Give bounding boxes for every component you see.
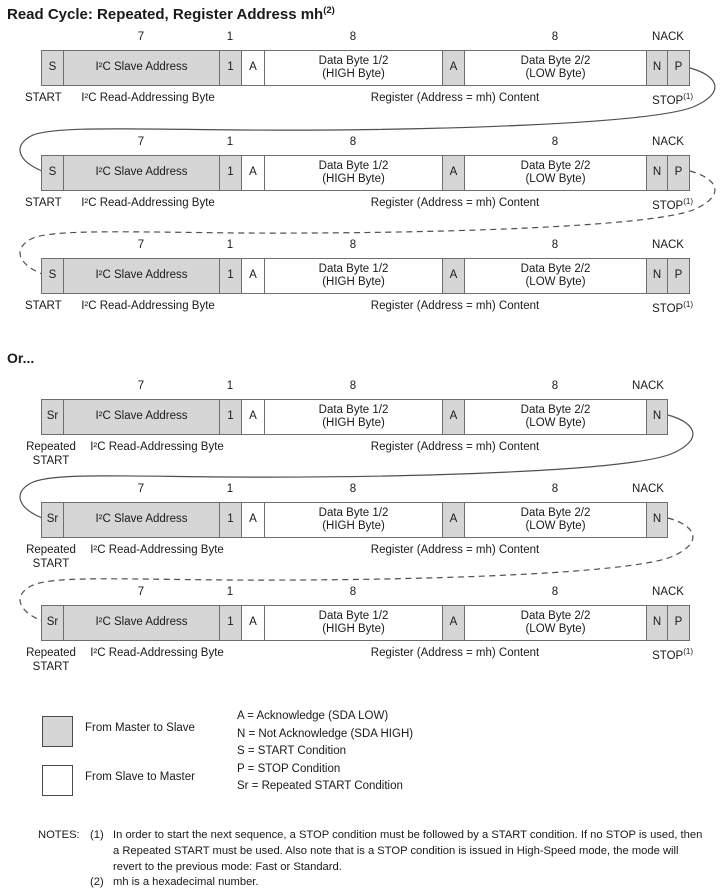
- stop-label: [652, 197, 693, 212]
- data-byte-line: Data Byte 2/2: [520, 609, 591, 622]
- cell-text: A: [249, 61, 257, 74]
- slave-address-cell: [63, 502, 220, 538]
- cell-text: A: [249, 166, 257, 179]
- bit-count-data1: 8: [349, 380, 357, 392]
- repeated-start-line1: Repeated: [26, 544, 76, 556]
- data-byte-line: Data Byte 2/2: [520, 506, 591, 519]
- data-byte-high-cell: [264, 258, 443, 294]
- nack-cell: [646, 502, 668, 538]
- data-byte-low-cell: [464, 605, 647, 641]
- start-condition-cell: [41, 502, 64, 538]
- legend-def-ack: A = Acknowledge (SDA LOW): [237, 710, 389, 722]
- stop-label: [652, 92, 693, 107]
- rw-bit-cell: [219, 258, 242, 294]
- nack-bit-label: NACK: [652, 586, 684, 598]
- repeated-start-line2: START: [32, 454, 70, 467]
- ack-cell: [442, 502, 465, 538]
- start-condition-cell: [41, 258, 64, 294]
- bit-count-data2: 8: [551, 586, 559, 598]
- start-condition-text: Sr: [46, 410, 59, 423]
- note-1: [38, 828, 705, 875]
- data-byte-line: (HIGH Byte): [322, 417, 385, 429]
- nack-bit-label: NACK: [652, 136, 684, 148]
- cell-text: P: [674, 269, 683, 282]
- data-byte-line: (LOW Byte): [525, 276, 586, 288]
- addressing-byte-label: I²C Read-Addressing Byte: [90, 544, 224, 556]
- nack-cell: [646, 605, 668, 641]
- start-label: START: [25, 300, 62, 312]
- page-title-footnote-ref: (2): [323, 5, 335, 16]
- register-content-label: Register (Address = mh) Content: [370, 197, 540, 209]
- register-content-label: Register (Address = mh) Content: [370, 647, 540, 659]
- legend-definitions: [237, 708, 413, 796]
- i2c-frame-row: [25, 31, 693, 107]
- start-condition-cell: [41, 605, 64, 641]
- cell-text: I²C Slave Address: [95, 269, 188, 282]
- cell-text: 1: [227, 410, 234, 423]
- note-2: [38, 875, 705, 891]
- or-label: Or...: [7, 350, 35, 366]
- bit-count-data1: 8: [349, 483, 357, 495]
- cell-text: A: [249, 513, 257, 526]
- ack-cell: [442, 155, 465, 191]
- stop-condition-cell: [667, 258, 690, 294]
- repeated-start-label: [20, 544, 82, 571]
- stop-label-text: STOP: [652, 649, 684, 662]
- bit-count-data2: 8: [551, 380, 559, 392]
- bit-count-data1: 8: [349, 31, 357, 43]
- cell-text: N: [652, 513, 662, 526]
- ack-cell: [241, 155, 265, 191]
- data-byte-line: (LOW Byte): [525, 173, 586, 185]
- data-byte-high-cell: [264, 155, 443, 191]
- bit-count-rw: 1: [226, 380, 234, 392]
- start-condition-cell: [41, 155, 64, 191]
- legend-master-swatch: [42, 716, 73, 747]
- bit-count-data2: 8: [551, 31, 559, 43]
- slave-address-cell: [63, 399, 220, 435]
- cell-text: P: [674, 61, 683, 74]
- slave-address-cell: [63, 258, 220, 294]
- data-byte-line: Data Byte 2/2: [520, 159, 591, 172]
- legend-def-start: S = START Condition: [237, 745, 346, 758]
- cell-text: I²C Slave Address: [95, 513, 188, 526]
- bit-count-addr: 7: [137, 136, 145, 148]
- cell-text: I²C Slave Address: [95, 166, 188, 179]
- data-byte-line: (HIGH Byte): [322, 68, 385, 80]
- start-condition-cell: [41, 399, 64, 435]
- nack-cell: [646, 399, 668, 435]
- cell-text: A: [249, 410, 257, 423]
- nack-bit-label: NACK: [632, 483, 664, 495]
- nack-bit-label: NACK: [632, 380, 664, 392]
- cell-text: A: [449, 269, 458, 282]
- slave-address-cell: [63, 605, 220, 641]
- notes-label: NOTES:: [38, 829, 80, 841]
- data-byte-high-cell: [264, 605, 443, 641]
- data-byte-high-cell: [264, 399, 443, 435]
- cell-text: N: [652, 61, 662, 74]
- stop-label-footnote-ref: (1): [683, 300, 693, 309]
- cell-text: A: [449, 616, 458, 629]
- start-condition-text: S: [48, 166, 57, 179]
- cell-text: 1: [227, 616, 234, 629]
- start-label: START: [25, 92, 62, 104]
- addressing-byte-label: I²C Read-Addressing Byte: [90, 441, 224, 453]
- data-byte-line: Data Byte 1/2: [318, 159, 389, 172]
- legend-slave-label: From Slave to Master: [85, 771, 195, 783]
- bit-count-addr: 7: [137, 31, 145, 43]
- notes: [38, 828, 705, 891]
- ack-cell: [442, 399, 465, 435]
- repeated-start-line1: Repeated: [26, 441, 76, 453]
- cell-text: 1: [227, 166, 234, 179]
- ack-cell: [442, 605, 465, 641]
- cell-text: N: [652, 166, 662, 179]
- start-label: START: [25, 197, 62, 209]
- data-byte-line: Data Byte 2/2: [520, 262, 591, 275]
- repeated-start-line1: Repeated: [26, 647, 76, 659]
- cell-text: P: [674, 616, 683, 629]
- note-2-number: (2): [90, 876, 104, 889]
- nack-cell: [646, 50, 668, 86]
- register-content-label: Register (Address = mh) Content: [370, 544, 540, 556]
- legend-slave-swatch: [42, 765, 73, 796]
- page-title-text: Read Cycle: Repeated, Register Address mh: [7, 6, 324, 23]
- start-condition-text: Sr: [46, 616, 59, 629]
- data-byte-line: Data Byte 2/2: [520, 54, 591, 67]
- cell-text: I²C Slave Address: [95, 410, 188, 423]
- data-byte-high-cell: [264, 502, 443, 538]
- addressing-byte-label: I²C Read-Addressing Byte: [81, 300, 215, 312]
- bit-count-data2: 8: [551, 136, 559, 148]
- i2c-frame-row: [26, 586, 693, 673]
- stop-label-text: STOP: [652, 302, 684, 315]
- cell-text: 1: [227, 61, 234, 74]
- legend-master-label: From Master to Slave: [85, 722, 195, 734]
- register-content-label: Register (Address = mh) Content: [370, 92, 540, 104]
- ack-cell: [241, 399, 265, 435]
- cell-text: A: [249, 269, 257, 282]
- repeated-start-label: [20, 441, 82, 468]
- data-byte-line: Data Byte 2/2: [520, 403, 591, 416]
- nack-cell: [646, 258, 668, 294]
- data-byte-low-cell: [464, 258, 647, 294]
- bit-count-data1: 8: [349, 239, 357, 251]
- data-byte-line: (HIGH Byte): [322, 173, 385, 185]
- i2c-frame-row: [26, 380, 690, 467]
- addressing-byte-label: I²C Read-Addressing Byte: [81, 92, 215, 104]
- data-byte-line: Data Byte 1/2: [318, 506, 389, 519]
- note-1-text: In order to start the next sequence, a STOP condition must be followed by a START condition. If no STOP is used, then a Repeated START must be used. Also note that is a STOP condition is issued in High-Speed mode, the mode will revert to the previous mode: Fast or Standard.: [113, 829, 703, 873]
- data-byte-line: (LOW Byte): [525, 417, 586, 429]
- nack-bit-label: NACK: [652, 31, 684, 43]
- cell-text: I²C Slave Address: [95, 61, 188, 74]
- cell-text: 1: [227, 269, 234, 282]
- start-condition-text: S: [48, 269, 57, 282]
- ack-cell: [241, 605, 265, 641]
- bit-count-rw: 1: [226, 483, 234, 495]
- data-byte-line: (LOW Byte): [525, 520, 586, 532]
- cell-text: A: [249, 616, 257, 629]
- cell-text: A: [449, 513, 458, 526]
- ack-cell: [442, 258, 465, 294]
- data-byte-line: Data Byte 1/2: [318, 403, 389, 416]
- repeated-start-line2: START: [32, 660, 70, 673]
- rw-bit-cell: [219, 155, 242, 191]
- data-byte-low-cell: [464, 155, 647, 191]
- bit-count-data1: 8: [349, 586, 357, 598]
- bit-count-rw: 1: [226, 136, 234, 148]
- data-byte-line: (LOW Byte): [525, 68, 586, 80]
- cell-text: A: [449, 410, 458, 423]
- cell-text: N: [652, 616, 662, 629]
- repeated-start-line2: START: [32, 557, 70, 570]
- cell-text: N: [652, 269, 662, 282]
- bit-count-addr: 7: [137, 483, 145, 495]
- register-content-label: Register (Address = mh) Content: [370, 441, 540, 453]
- data-byte-line: (HIGH Byte): [322, 623, 385, 635]
- legend-def-nack: N = Not Acknowledge (SDA HIGH): [237, 727, 414, 740]
- data-byte-line: (HIGH Byte): [322, 520, 385, 532]
- bit-count-rw: 1: [226, 31, 234, 43]
- cell-text: A: [449, 166, 458, 179]
- rw-bit-cell: [219, 399, 242, 435]
- i2c-frame-row: [25, 239, 693, 315]
- addressing-byte-label: I²C Read-Addressing Byte: [81, 197, 215, 209]
- cell-text: I²C Slave Address: [95, 616, 188, 629]
- bit-count-data2: 8: [551, 239, 559, 251]
- ack-cell: [442, 50, 465, 86]
- bit-count-addr: 7: [137, 586, 145, 598]
- legend-def-stop: P = STOP Condition: [237, 762, 341, 775]
- bit-count-data1: 8: [349, 136, 357, 148]
- stop-label: [652, 300, 693, 315]
- note-1-number: (1): [90, 829, 104, 841]
- cell-text: A: [449, 61, 458, 74]
- stop-label-footnote-ref: (1): [683, 92, 693, 101]
- rw-bit-cell: [219, 605, 242, 641]
- bit-count-rw: 1: [226, 586, 234, 598]
- stop-condition-cell: [667, 50, 690, 86]
- stop-condition-cell: [667, 605, 690, 641]
- cell-text: 1: [227, 513, 234, 526]
- cell-text: N: [652, 410, 662, 423]
- register-content-label: Register (Address = mh) Content: [370, 300, 540, 312]
- data-byte-line: (LOW Byte): [525, 623, 586, 635]
- bit-count-rw: 1: [226, 239, 234, 251]
- stop-label-text: STOP: [652, 199, 684, 212]
- bit-count-addr: 7: [137, 239, 145, 251]
- data-byte-line: Data Byte 1/2: [318, 54, 389, 67]
- stop-label: [652, 647, 693, 662]
- start-condition-text: Sr: [46, 513, 59, 526]
- slave-address-cell: [63, 155, 220, 191]
- nack-cell: [646, 155, 668, 191]
- repeated-start-label: [20, 647, 82, 674]
- ack-cell: [241, 50, 265, 86]
- rw-bit-cell: [219, 50, 242, 86]
- page-title: [7, 5, 335, 23]
- note-2-text: mh is a hexadecimal number.: [113, 876, 259, 889]
- stop-label-footnote-ref: (1): [683, 197, 693, 206]
- i2c-frame-row: [25, 136, 693, 212]
- data-byte-low-cell: [464, 399, 647, 435]
- slave-address-cell: [63, 50, 220, 86]
- start-condition-cell: [41, 50, 64, 86]
- ack-cell: [241, 502, 265, 538]
- start-condition-text: S: [48, 61, 57, 74]
- bit-count-addr: 7: [137, 380, 145, 392]
- data-byte-low-cell: [464, 502, 647, 538]
- rw-bit-cell: [219, 502, 242, 538]
- data-byte-line: Data Byte 1/2: [318, 262, 389, 275]
- data-byte-line: (HIGH Byte): [322, 276, 385, 288]
- stop-label-footnote-ref: (1): [683, 647, 693, 656]
- nack-bit-label: NACK: [652, 239, 684, 251]
- data-byte-low-cell: [464, 50, 647, 86]
- i2c-frame-row: [26, 483, 690, 570]
- bit-count-data2: 8: [551, 483, 559, 495]
- legend-def-repeated-start: Sr = Repeated START Condition: [237, 780, 403, 793]
- cell-text: P: [674, 166, 683, 179]
- stop-condition-cell: [667, 155, 690, 191]
- data-byte-line: Data Byte 1/2: [318, 609, 389, 622]
- stop-label-text: STOP: [652, 94, 684, 107]
- addressing-byte-label: I²C Read-Addressing Byte: [90, 647, 224, 659]
- data-byte-high-cell: [264, 50, 443, 86]
- ack-cell: [241, 258, 265, 294]
